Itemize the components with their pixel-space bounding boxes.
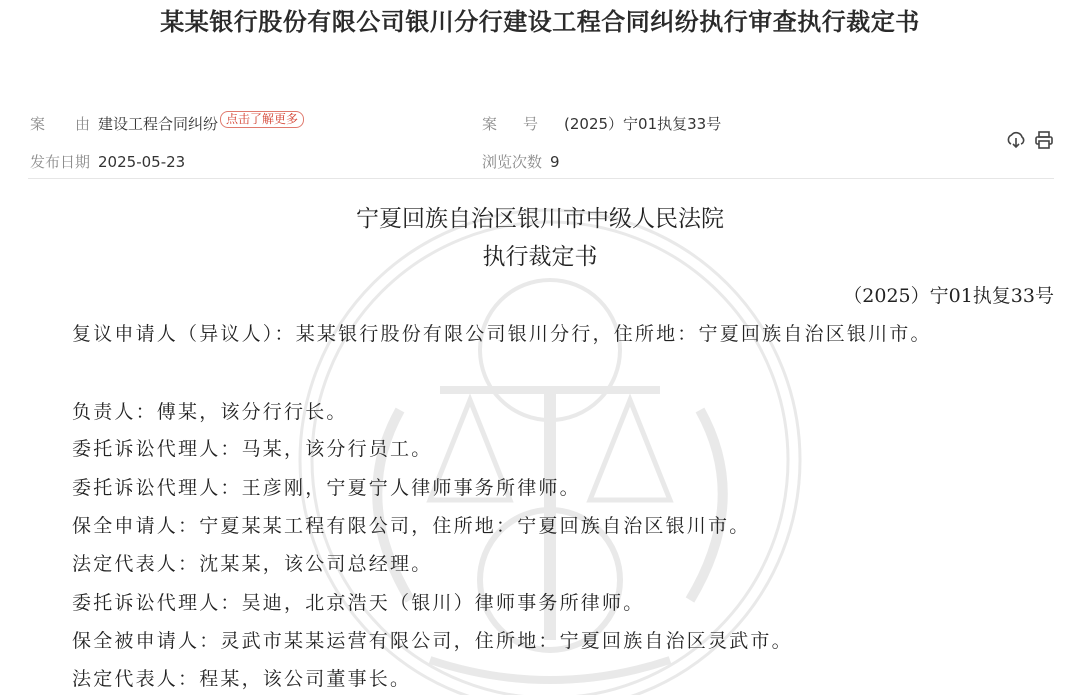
header-divider	[28, 178, 1054, 179]
toolbar	[1006, 130, 1054, 150]
download-icon[interactable]	[1006, 130, 1026, 150]
case-number-row	[482, 113, 721, 134]
paragraph: 复议申请人（异议人）：某某银行股份有限公司银川分行，住所地：宁夏回族自治区银川市。	[72, 323, 932, 345]
publish-date-label: 发布日期	[30, 153, 91, 171]
views-value: 9	[550, 153, 560, 171]
document-type: 执行裁定书	[482, 244, 598, 270]
case-number-value: (2025）宁01执复33号	[564, 115, 722, 133]
case-label: 案号	[482, 115, 565, 133]
views-label: 浏览次数	[482, 153, 543, 171]
publish-date-value: 2025-05-23	[98, 153, 186, 171]
paragraph: 委托诉讼代理人：马某，该分行员工。	[72, 438, 433, 460]
cause-row	[30, 113, 304, 134]
paragraph: 委托诉讼代理人：吴迪，北京浩天（银川）律师事务所律师。	[72, 592, 645, 614]
document-title: 某某银行股份有限公司银川分行建设工程合同纠纷执行审查执行裁定书	[160, 8, 920, 36]
publish-date-row	[30, 151, 185, 172]
cause-value: 建设工程合同纠纷	[98, 115, 219, 133]
paragraph: 法定代表人：沈某某，该公司总经理。	[72, 553, 433, 575]
learn-more-link[interactable]: 点击了解更多	[220, 111, 304, 128]
views-row	[482, 151, 560, 172]
document-case-number: （2025）宁01执复33号	[843, 285, 1054, 307]
paragraph: 法定代表人：程某，该公司董事长。	[72, 668, 412, 690]
cause-label: 案 由	[30, 115, 91, 133]
paragraph: 负责人：傅某，该分行行长。	[72, 401, 348, 423]
court-name: 宁夏回族自治区银川市中级人民法院	[356, 206, 724, 232]
paragraph: 保全申请人：宁夏某某工程有限公司，住所地：宁夏回族自治区银川市。	[72, 515, 751, 537]
paragraph: 委托诉讼代理人：王彦刚，宁夏宁人律师事务所律师。	[72, 477, 581, 499]
paragraph: 保全被申请人：灵武市某某运营有限公司，住所地：宁夏回族自治区灵武市。	[72, 630, 793, 652]
print-icon[interactable]	[1034, 130, 1054, 150]
